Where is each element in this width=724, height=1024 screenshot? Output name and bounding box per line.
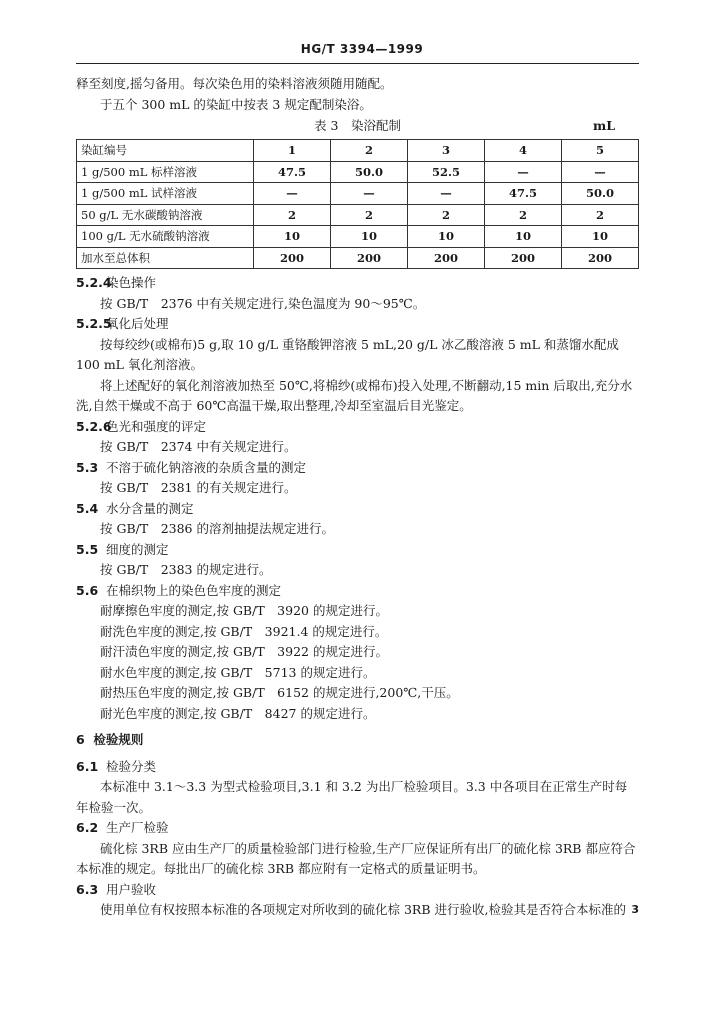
table-cell: 2 <box>254 204 331 226</box>
table-cell: 10 <box>562 226 639 248</box>
section-number: 6.2 <box>76 820 99 835</box>
table-cell: 4 <box>485 140 562 162</box>
table-caption-row <box>76 115 639 137</box>
intro-line-1: 释至刻度,摇匀备用。每次染色用的染料溶液须随用随配。 <box>76 76 393 91</box>
section-5-2-5-heading <box>76 314 639 335</box>
section-title: 染色操作 <box>105 275 156 290</box>
table-cell: 1 <box>254 140 331 162</box>
header-rule <box>76 63 639 64</box>
table-cell: 200 <box>562 247 639 269</box>
table-cell: 3 <box>408 140 485 162</box>
table-cell: 200 <box>331 247 408 269</box>
table-cell: 2 <box>331 140 408 162</box>
table-row <box>77 161 639 183</box>
section-5-2-4-text: 按 GB/T 2376 中有关规定进行,染色温度为 90～95℃。 <box>100 295 426 311</box>
section-number: 6.3 <box>76 881 99 897</box>
section-title: 检验分类 <box>105 758 156 774</box>
section-5-4-text: 按 GB/T 2386 的溶剂抽提法规定进行。 <box>100 521 334 536</box>
table-cell: 47.5 <box>254 161 331 183</box>
table-cell: — <box>485 161 562 183</box>
table-cell: — <box>408 183 485 205</box>
section-5-2-6-heading <box>76 417 639 438</box>
table-cell: 2 <box>331 204 408 226</box>
fastness-item: 耐摩擦色牢度的测定,按 GB/T 3920 的规定进行。 <box>100 603 388 618</box>
section-5-3-text: 按 GB/T 2381 的有关规定进行。 <box>100 480 297 495</box>
chapter-number: 6 <box>76 732 85 747</box>
section-number: 5.2.5 <box>76 316 112 331</box>
table-cell: 50.0 <box>331 161 408 183</box>
table-cell: 200 <box>485 247 562 269</box>
table-cell: 10 <box>254 226 331 248</box>
section-5-2-5-para-1: 按每绞纱(或棉布)5 g,取 10 g/L 重铬酸钾溶液 5 mL,20 g/L 冰乙酸溶液 5 mL 和蒸馏水配成 100 mL 氧化剂溶液。 <box>76 336 619 372</box>
section-number: 5.6 <box>76 582 99 598</box>
row-label: 1 g/500 mL 标样溶液 <box>77 161 254 183</box>
row-label: 100 g/L 无水硫酸钠溶液 <box>77 226 254 248</box>
section-number: 5.2.6 <box>76 418 112 434</box>
table-cell: 52.5 <box>408 161 485 183</box>
section-number: 5.2.4 <box>76 275 112 290</box>
table-cell: — <box>331 183 408 205</box>
chapter-6-heading <box>76 730 639 751</box>
table-cell: 50.0 <box>562 183 639 205</box>
intro-line-2: 于五个 300 mL 的染缸中按表 3 规定配制染浴。 <box>100 96 372 112</box>
section-number: 6.1 <box>76 758 99 774</box>
table-row <box>77 183 639 205</box>
table-cell: 10 <box>485 226 562 248</box>
table-cell: — <box>254 183 331 205</box>
section-title: 用户验收 <box>105 881 156 897</box>
row-label: 50 g/L 无水碳酸钠溶液 <box>77 204 254 226</box>
fastness-item: 耐光色牢度的测定,按 GB/T 8427 的规定进行。 <box>100 705 376 721</box>
section-title: 生产厂检验 <box>105 820 169 835</box>
section-5-2-6-text: 按 GB/T 2374 中有关规定进行。 <box>100 439 297 454</box>
table-cell: 47.5 <box>485 183 562 205</box>
table-cell: 2 <box>562 204 639 226</box>
section-title: 细度的测定 <box>105 541 169 557</box>
page-content <box>76 74 639 921</box>
section-6-1-text: 本标准中 3.1～3.3 为型式检验项目,3.1 和 3.2 为出厂检验项目。3.3 中各项目在正常生产时每年检验一次。 <box>76 779 628 815</box>
table-cell: 5 <box>562 140 639 162</box>
table-row <box>77 226 639 248</box>
table-cell: 200 <box>254 247 331 269</box>
section-title: 氧化后处理 <box>105 316 169 331</box>
chapter-title: 检验规则 <box>93 732 144 747</box>
page-number: 3 <box>631 903 639 916</box>
section-5-2-5-para-2: 将上述配好的氧化剂溶液加热至 50℃,将棉纱(或棉布)投入处理,不断翻动,15 min 后取出,充分水洗,自然干燥或不高于 60℃高温干燥,取出整理,冷却至室温后目光鉴定。 <box>76 377 633 413</box>
section-number: 5.4 <box>76 500 99 516</box>
section-5-5-text: 按 GB/T 2383 的规定进行。 <box>100 562 272 577</box>
table-unit: mL <box>592 118 615 133</box>
fastness-item: 耐洗色牢度的测定,按 GB/T 3921.4 的规定进行。 <box>100 623 388 639</box>
row-label: 染缸编号 <box>77 140 254 162</box>
table-cell: 2 <box>485 204 562 226</box>
page-header: HG/T 3394—1999 <box>300 42 424 56</box>
section-6-2-text: 硫化棕 3RB 应由生产厂的质量检验部门进行检验,生产厂应保证所有出厂的硫化棕 3RB 都应符合本标准的规定。每批出厂的硫化棕 3RB 都应附有一定格式的质量证明书。 <box>76 840 636 876</box>
table-cell: — <box>562 161 639 183</box>
fastness-item: 耐水色牢度的测定,按 GB/T 5713 的规定进行。 <box>100 664 376 680</box>
table-row <box>77 140 639 162</box>
section-title: 色光和强度的评定 <box>105 418 206 434</box>
section-number: 5.3 <box>76 459 99 475</box>
section-6-3-text: 使用单位有权按照本标准的各项规定对所收到的硫化棕 3RB 进行验收,检验其是否符合本标准的 <box>100 902 626 917</box>
table-cell: 200 <box>408 247 485 269</box>
section-title: 不溶于硫化钠溶液的杂质含量的测定 <box>105 459 306 475</box>
table-cell: 10 <box>408 226 485 248</box>
section-5-4-heading <box>76 499 639 520</box>
table-row <box>77 204 639 226</box>
dye-bath-table <box>76 139 639 269</box>
table-cell: 10 <box>331 226 408 248</box>
table-row <box>77 247 639 269</box>
section-5-3-heading <box>76 458 639 479</box>
section-6-3-heading <box>76 880 639 901</box>
table-cell: 2 <box>408 204 485 226</box>
section-5-2-4-heading <box>76 273 639 294</box>
fastness-item: 耐热压色牢度的测定,按 GB/T 6152 的规定进行,200℃,干压。 <box>100 685 459 700</box>
section-5-5-heading <box>76 540 639 561</box>
section-number: 5.5 <box>76 541 99 557</box>
section-title: 水分含量的测定 <box>105 500 194 516</box>
row-label: 1 g/500 mL 试样溶液 <box>77 183 254 205</box>
table-caption: 表 3 染浴配制 <box>314 118 401 133</box>
section-6-2-heading <box>76 818 639 839</box>
fastness-item: 耐汗渍色牢度的测定,按 GB/T 3922 的规定进行。 <box>100 644 388 659</box>
row-label: 加水至总体积 <box>77 247 254 269</box>
section-5-6-heading <box>76 581 639 602</box>
section-6-1-heading <box>76 757 639 778</box>
section-title: 在棉织物上的染色色牢度的测定 <box>105 582 281 598</box>
